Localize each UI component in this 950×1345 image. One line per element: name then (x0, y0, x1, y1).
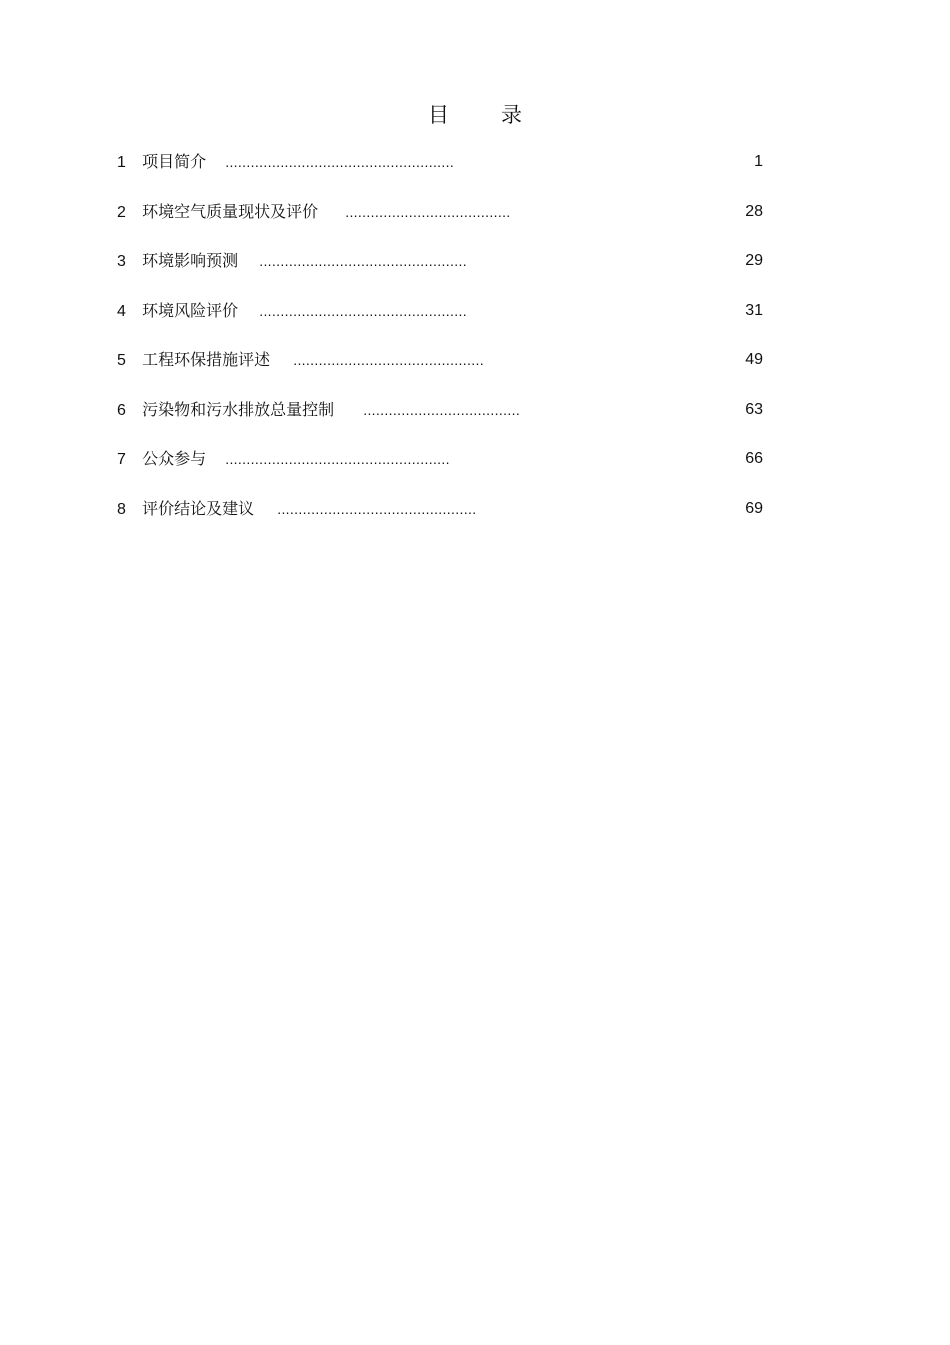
table-of-contents (117, 146, 767, 542)
toc-entry[interactable] (117, 443, 767, 493)
toc-entry-page: 1 (754, 153, 763, 170)
toc-entry-label: 环境空气质量现状及评价 (142, 201, 319, 221)
toc-leader-dots: ............................................. (293, 352, 484, 368)
toc-entry-label: 项目简介 (142, 152, 207, 171)
toc-entry-page: 66 (745, 450, 763, 467)
toc-leader-dots: ................................................. (259, 253, 467, 269)
toc-entry-number: 2 (117, 203, 126, 221)
toc-entry-number: 4 (117, 302, 126, 320)
toc-entry-number: 7 (117, 451, 126, 468)
toc-entry[interactable] (117, 493, 767, 543)
toc-leader-dots: ..................................... (363, 401, 521, 418)
toc-entry[interactable] (117, 295, 767, 345)
toc-entry-label: 环境风险评价 (142, 300, 239, 320)
toc-entry-page: 69 (745, 499, 763, 517)
title-char-1: 目 (428, 103, 449, 127)
toc-leader-dots: ................................................. (259, 302, 467, 319)
toc-entry-page: 28 (745, 202, 763, 220)
toc-entry-number: 8 (117, 500, 126, 518)
toc-entry[interactable] (117, 196, 767, 246)
toc-entry[interactable] (117, 146, 767, 196)
toc-leader-dots: ....................................... (345, 203, 511, 220)
toc-entry-number: 1 (117, 154, 126, 171)
toc-entry-label: 环境影响预测 (142, 251, 239, 270)
toc-leader-dots: ...................................................... (225, 154, 455, 170)
toc-entry-label: 污染物和污水排放总量控制 (142, 399, 335, 419)
toc-leader-dots: ............................................... (277, 500, 477, 517)
toc-entry[interactable] (117, 394, 767, 444)
toc-entry-label: 公众参与 (142, 449, 207, 468)
toc-leader-dots: ..................................................... (225, 451, 450, 467)
toc-entry[interactable] (117, 344, 767, 394)
toc-entry-number: 5 (117, 352, 126, 369)
toc-entry-page: 63 (745, 400, 763, 418)
toc-entry-label: 评价结论及建议 (142, 498, 255, 518)
toc-entry-number: 3 (117, 253, 126, 270)
toc-entry-number: 6 (117, 401, 126, 419)
toc-entry-page: 29 (745, 252, 763, 269)
toc-entry-page: 31 (745, 301, 763, 319)
toc-entry[interactable] (117, 245, 767, 295)
toc-entry-label: 工程环保措施评述 (142, 350, 271, 369)
page-title (0, 100, 950, 130)
title-char-2: 录 (501, 103, 522, 127)
toc-entry-page: 49 (745, 351, 763, 368)
